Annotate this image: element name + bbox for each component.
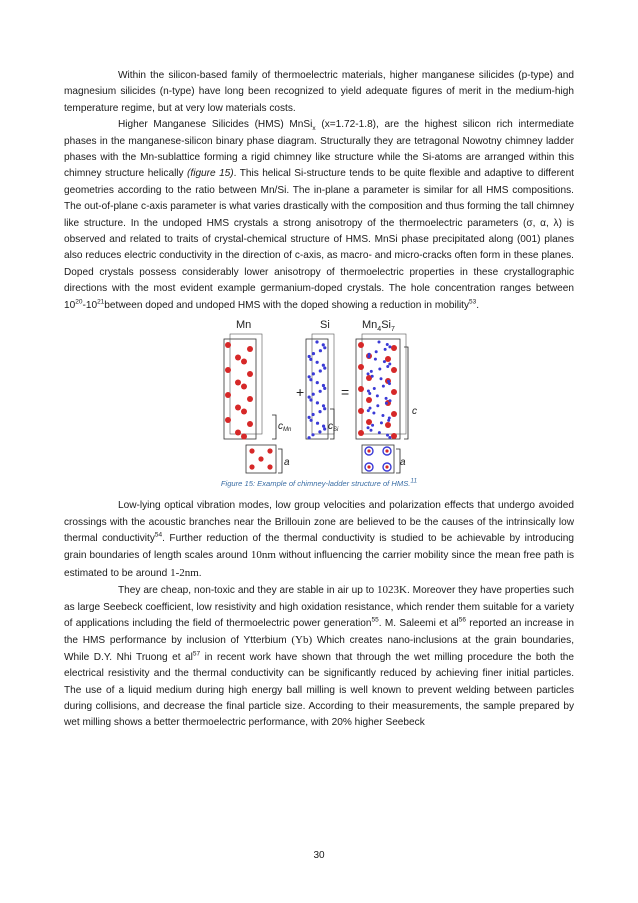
label-c: c xyxy=(412,406,417,418)
p4-math-1: 1023K xyxy=(377,584,407,597)
mn-atom-top xyxy=(249,464,254,469)
p2-f: . xyxy=(476,299,480,311)
paragraph-1-text: Within the silicon-based family of thermoelectric materials, higher manganese silicides (p-type) and magnesium silicides (n-type) have long been recognized to yield adequate figures of merit in the medium-high temperature regime, but at very low materials costs. xyxy=(64,70,574,114)
mn-atom xyxy=(391,411,397,417)
si-atom xyxy=(307,436,310,439)
si-atom xyxy=(388,399,391,402)
si-atom xyxy=(367,426,370,429)
si-atom xyxy=(373,387,376,390)
si-atom xyxy=(371,424,374,427)
mn-atom xyxy=(358,364,364,370)
si-atom xyxy=(374,358,377,361)
si-atom xyxy=(308,416,311,419)
p2-d: -10 xyxy=(82,299,98,311)
mn-atom xyxy=(241,409,247,415)
mn-atom xyxy=(358,386,364,392)
p3-c: without influencing the carrier mobility since the mean free path is estimated to be around xyxy=(64,550,575,579)
p2-sup-2: 21 xyxy=(97,298,105,306)
mn-atom xyxy=(247,421,253,427)
c-mn-bracket xyxy=(272,415,276,439)
mn-atom xyxy=(391,389,397,395)
si-atom xyxy=(388,363,391,366)
si-atom xyxy=(388,345,391,348)
si-atom xyxy=(322,384,325,387)
mn-atom xyxy=(241,384,247,390)
si-atom xyxy=(316,361,319,364)
mn-atom xyxy=(358,408,364,414)
page-number: 30 xyxy=(313,850,325,861)
p4-a: They are cheap, non-toxic and they are stable in air up to xyxy=(118,585,378,597)
si-atom xyxy=(378,368,381,371)
p3-math-1: 10nm xyxy=(250,549,276,562)
p2-sup-1: 20 xyxy=(75,298,83,306)
si-atom xyxy=(312,413,315,416)
si-atom xyxy=(319,369,322,372)
si-atom xyxy=(383,360,386,363)
mn-atom-top xyxy=(367,465,370,468)
mn-atom xyxy=(225,417,231,423)
citation-57: 57 xyxy=(192,650,201,658)
mn-chimney-back xyxy=(230,334,262,434)
p4-b: . Moreover they have properties such as large Seebeck coefficient, low resistivity and high oxidation resistance, which render them suitable for a variety of applications including the field of thermoelectric power generation xyxy=(64,585,574,629)
mn-atom xyxy=(225,342,231,348)
figure-15 xyxy=(64,317,574,477)
si-atom xyxy=(380,377,383,380)
mn-atom-top xyxy=(385,449,388,452)
citation-56: 56 xyxy=(458,616,466,624)
si-atom xyxy=(386,434,389,437)
si-atom xyxy=(385,397,388,400)
si-atom xyxy=(387,419,390,422)
citation-54: 54 xyxy=(154,531,163,539)
si-atom xyxy=(388,382,391,385)
si-atom xyxy=(316,381,319,384)
p3-b: . Further reduction of the thermal conductivity is studied to be achievable by introducing grain boundaries of length scales around xyxy=(64,532,574,562)
mn-atom-top xyxy=(367,449,370,452)
si-atom xyxy=(323,387,326,390)
mn-atom xyxy=(358,342,364,348)
mn-atom xyxy=(366,397,372,403)
mn-atom-top xyxy=(249,448,254,453)
paragraph-4 xyxy=(64,582,574,732)
mn-atom xyxy=(241,434,247,440)
si-atom xyxy=(308,375,311,378)
si-atom xyxy=(318,430,321,433)
si-atom xyxy=(385,402,388,405)
mn-atom xyxy=(235,380,241,386)
si-atom xyxy=(367,355,370,358)
caption-citation: 11 xyxy=(410,477,418,485)
si-atom xyxy=(378,341,381,344)
si-atom xyxy=(323,367,326,370)
label-a-left: a xyxy=(284,457,290,469)
si-atom xyxy=(323,427,326,430)
si-atom xyxy=(309,419,312,422)
paragraph-2 xyxy=(64,117,574,314)
mn-atom xyxy=(385,356,391,362)
figure-caption xyxy=(64,479,574,488)
mn-atom xyxy=(225,367,231,373)
si-atom xyxy=(382,385,385,388)
si-atom xyxy=(376,394,379,397)
p4-d: reported an increase in the HMS performance by inclusion of Ytterbium xyxy=(64,617,574,647)
label-si: Si xyxy=(320,319,330,332)
mn-atom xyxy=(391,367,397,373)
label-a-right: a xyxy=(400,457,406,469)
mn-atom xyxy=(391,433,397,439)
mn-atom-top xyxy=(258,456,263,461)
mn-atom xyxy=(225,392,231,398)
si-atom xyxy=(369,429,372,432)
p2-e: between doped and undoped HMS with the doped showing a reduction in mobility xyxy=(104,299,470,311)
si-atom xyxy=(315,340,318,343)
si-atom xyxy=(388,436,391,439)
p2-a: Higher Manganese Silicides (HMS) MnSi xyxy=(118,119,313,131)
si-atom xyxy=(322,364,325,367)
si-atom xyxy=(316,422,319,425)
si-atom xyxy=(308,396,311,399)
mn-atom xyxy=(385,422,391,428)
si-atom xyxy=(368,407,371,410)
si-atom xyxy=(367,409,370,412)
p3-a: Low-lying optical vibration modes, low group velocities and polarization effects that undergo avoided crossings with the acoustic branches near the Brillouin zone are believed to be the causes of the intrinsically low thermal conductivity xyxy=(64,500,574,544)
citation-53: 53 xyxy=(469,298,477,306)
page-body xyxy=(64,68,574,732)
p3-math-2: 1-2nm xyxy=(170,566,199,579)
si-atom xyxy=(386,365,389,368)
paragraph-3 xyxy=(64,498,574,582)
label-mn: Mn xyxy=(236,319,252,332)
si-atom xyxy=(371,375,374,378)
p2-b: (x=1.72-1.8), are the highest silicon rich intermediate phases in the manganese-silicon binary phase diagram. Structurally they are tetragonal Nowotny chimney ladder phases with the Mn-sublattice forming a rigid chimney like structure while the Si-atoms are arranged within this chimney structure helically xyxy=(64,119,574,180)
caption-text: Figure 15: Example of chimney-ladder structure of HMS. xyxy=(220,479,411,489)
si-atom xyxy=(367,372,370,375)
a-left-bracket xyxy=(278,449,282,473)
si-atom xyxy=(375,350,378,353)
mn-atom xyxy=(366,419,372,425)
plus-sign: + xyxy=(296,384,305,401)
mn-atom xyxy=(247,396,253,402)
si-atom xyxy=(319,390,322,393)
si-atom xyxy=(372,412,375,415)
si-atom xyxy=(376,404,379,407)
si-atom xyxy=(322,343,325,346)
label-c-mn: $c_{Mn}$ xyxy=(278,421,292,434)
si-atom xyxy=(378,431,381,434)
si-atom xyxy=(322,425,325,428)
mn-atom xyxy=(235,355,241,361)
paragraph-1 xyxy=(64,68,574,117)
si-atom xyxy=(322,404,325,407)
mn-atom xyxy=(235,430,241,436)
si-atom xyxy=(312,352,315,355)
si-atom xyxy=(309,358,312,361)
si-atom xyxy=(319,349,322,352)
p4-f: in recent work have shown that through the wet milling procedure the both the electrical resistivity and the thermal conductivity can be significantly reduced by achieving finer initial particles. The use of a liquid medium during high energy ball milling is well known to prevent welding between particles during collisions, and decrease the final particle size. According to their measurements, the sample prepared by wet milling shows a better thermoelectric performance, with 20% higher Seebeck xyxy=(64,651,575,729)
si-atom xyxy=(312,372,315,375)
equals-sign: = xyxy=(341,384,350,401)
p4-c: . M. Saleemi et al xyxy=(378,617,459,629)
mn-atom xyxy=(235,405,241,411)
a-plane-right xyxy=(362,445,394,473)
si-atom xyxy=(312,393,315,396)
si-atom xyxy=(311,433,314,436)
chimney-ladder-diagram xyxy=(216,317,422,477)
si-atom xyxy=(309,398,312,401)
si-atom xyxy=(316,401,319,404)
crystal-structures xyxy=(224,334,408,473)
si-atom xyxy=(323,407,326,410)
figure-reference: (figure 15) xyxy=(187,168,234,180)
p3-d: . xyxy=(198,567,202,579)
si-atom xyxy=(368,392,371,395)
si-atom xyxy=(323,346,326,349)
si-atom xyxy=(309,378,312,381)
mn-atom xyxy=(241,359,247,365)
mn-atom xyxy=(358,430,364,436)
label-mn4si7: $Mn_4Si_7$ xyxy=(362,319,395,334)
p2-sub-x: x xyxy=(312,125,316,133)
mn-atom xyxy=(247,371,253,377)
si-atom xyxy=(380,421,383,424)
p4-e: Which creates nano-inclusions at the grain boundaries, While D.Y. Nhi Truong et al xyxy=(64,635,574,663)
citation-55: 55 xyxy=(371,616,379,624)
si-atom xyxy=(318,410,321,413)
mn-atom-top xyxy=(267,448,272,453)
si-atom xyxy=(308,355,311,358)
mn-atom xyxy=(247,346,253,352)
si-atom xyxy=(384,348,387,351)
mn-atom-top xyxy=(267,464,272,469)
p4-math-2: (Yb) xyxy=(291,634,313,647)
mn-atom-top xyxy=(385,465,388,468)
si-atom xyxy=(381,414,384,417)
si-atom xyxy=(370,370,373,373)
si-atom xyxy=(386,343,389,346)
p2-c: . This helical Si-structure tends to be quite flexible and adaptive to different geometries according to the ratio between Mn/Si. The in-plane a parameter is similar for all HMS compositions. The out-of-plane c-axis parameter is what varies drastically with the composition and thus forming the tall chimney like structure. In the undoped HMS crystals a strong anisotropy of the thermoelectric parameters (σ, α, λ) is observed and related to traits of crystal-chemical structure of HMS. MnSi phase precipitated along (001) planes also reduces electric conductivity in the direction of c-axis, as macro- and micro-cracks often form in these planes. Doped crystals possess considerably lower anisotropy of thermoelectric properties in these crystallographic directions with the most evident example germanium-doped crystals. The hole concentration ranges between 10 xyxy=(64,168,574,311)
mn-atom xyxy=(391,345,397,351)
label-c-si: $c_{Si}$ xyxy=(328,421,339,434)
